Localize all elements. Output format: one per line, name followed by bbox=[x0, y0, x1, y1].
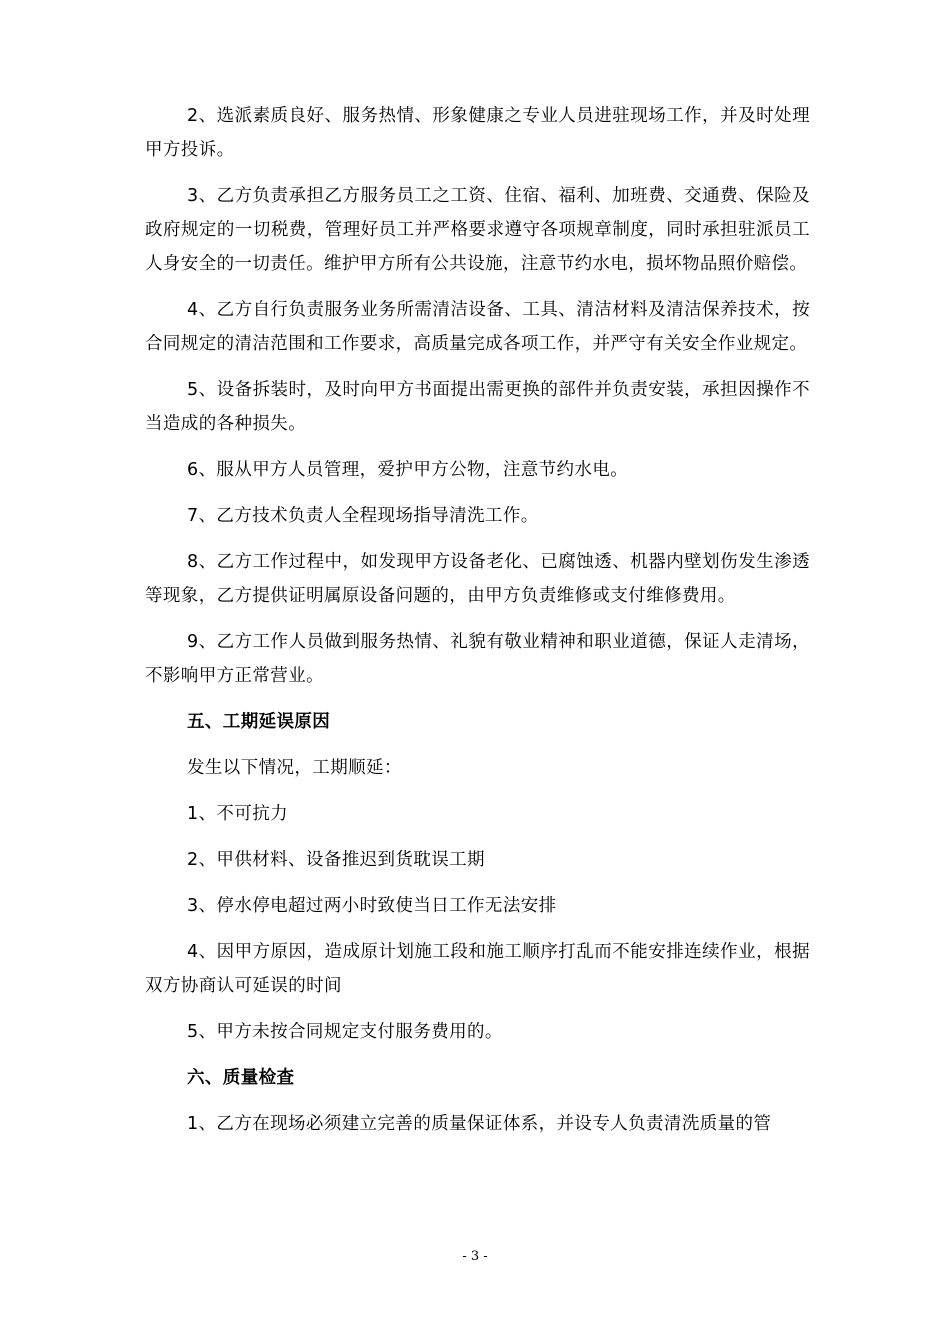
paragraph-item-7: 7、乙方技术负责人全程现场指导清洗工作。 bbox=[187, 506, 539, 526]
paragraph-delay-2: 2、甲供材料、设备推迟到货耽误工期 bbox=[187, 850, 485, 870]
paragraph-delay-1: 1、不可抗力 bbox=[187, 804, 289, 824]
paragraph-quality-1: 1、乙方在现场必须建立完善的质量保证体系，并设专人负责清洗质量的管 bbox=[187, 1114, 772, 1134]
paragraph-item-4: 4、乙方自行负责服务业务所需清洁设备、工具、清洁材料及清洁保养技术，按合同规定的清洁范围和工作要求，高质量完成各项工作，并严守有关安全作业规定。 bbox=[145, 300, 810, 354]
paragraph-item-2: 2、选派素质良好、服务热情、形象健康之专业人员进驻现场工作，并及时处理甲方投诉。 bbox=[145, 106, 810, 160]
paragraph-delay-4: 4、因甲方原因，造成原计划施工段和施工顺序打乱而不能安排连续作业，根据双方协商认可延误的时间 bbox=[145, 942, 810, 996]
paragraph-item-3: 3、乙方负责承担乙方服务员工之工资、住宿、福利、加班费、交通费、保险及政府规定的一切税费，管理好员工并严格要求遵守各项规章制度，同时承担驻派员工人身安全的一切责任。维护甲方所有公共设施，注意节约水电，损坏物品照价赔偿。 bbox=[145, 186, 810, 274]
paragraph-item-9: 9、乙方工作人员做到服务热情、礼貌有敬业精神和职业道德，保证人走清场，不影响甲方正常营业。 bbox=[145, 632, 810, 686]
section-heading-quality-check: 六、质量检查 bbox=[187, 1068, 295, 1088]
paragraph-delay-intro: 发生以下情况，工期顺延： bbox=[187, 758, 402, 778]
section-heading-delay-causes: 五、工期延误原因 bbox=[187, 712, 331, 732]
paragraph-item-8: 8、乙方工作过程中，如发现甲方设备老化、已腐蚀透、机器内壁划伤发生渗透等现象，乙方提供证明属原设备问题的，由甲方负责维修或支付维修费用。 bbox=[145, 552, 810, 606]
document-body bbox=[145, 99, 810, 1153]
paragraph-item-5: 5、设备拆装时，及时向甲方书面提出需更换的部件并负责安装，承担因操作不当造成的各种损失。 bbox=[145, 380, 810, 434]
page-number: - 3 - bbox=[462, 1249, 488, 1264]
paragraph-delay-3: 3、停水停电超过两小时致使当日工作无法安排 bbox=[187, 896, 557, 916]
paragraph-item-6: 6、服从甲方人员管理，爱护甲方公物，注意节约水电。 bbox=[187, 460, 629, 480]
paragraph-delay-5: 5、甲方未按合同规定支付服务费用的。 bbox=[187, 1022, 503, 1042]
